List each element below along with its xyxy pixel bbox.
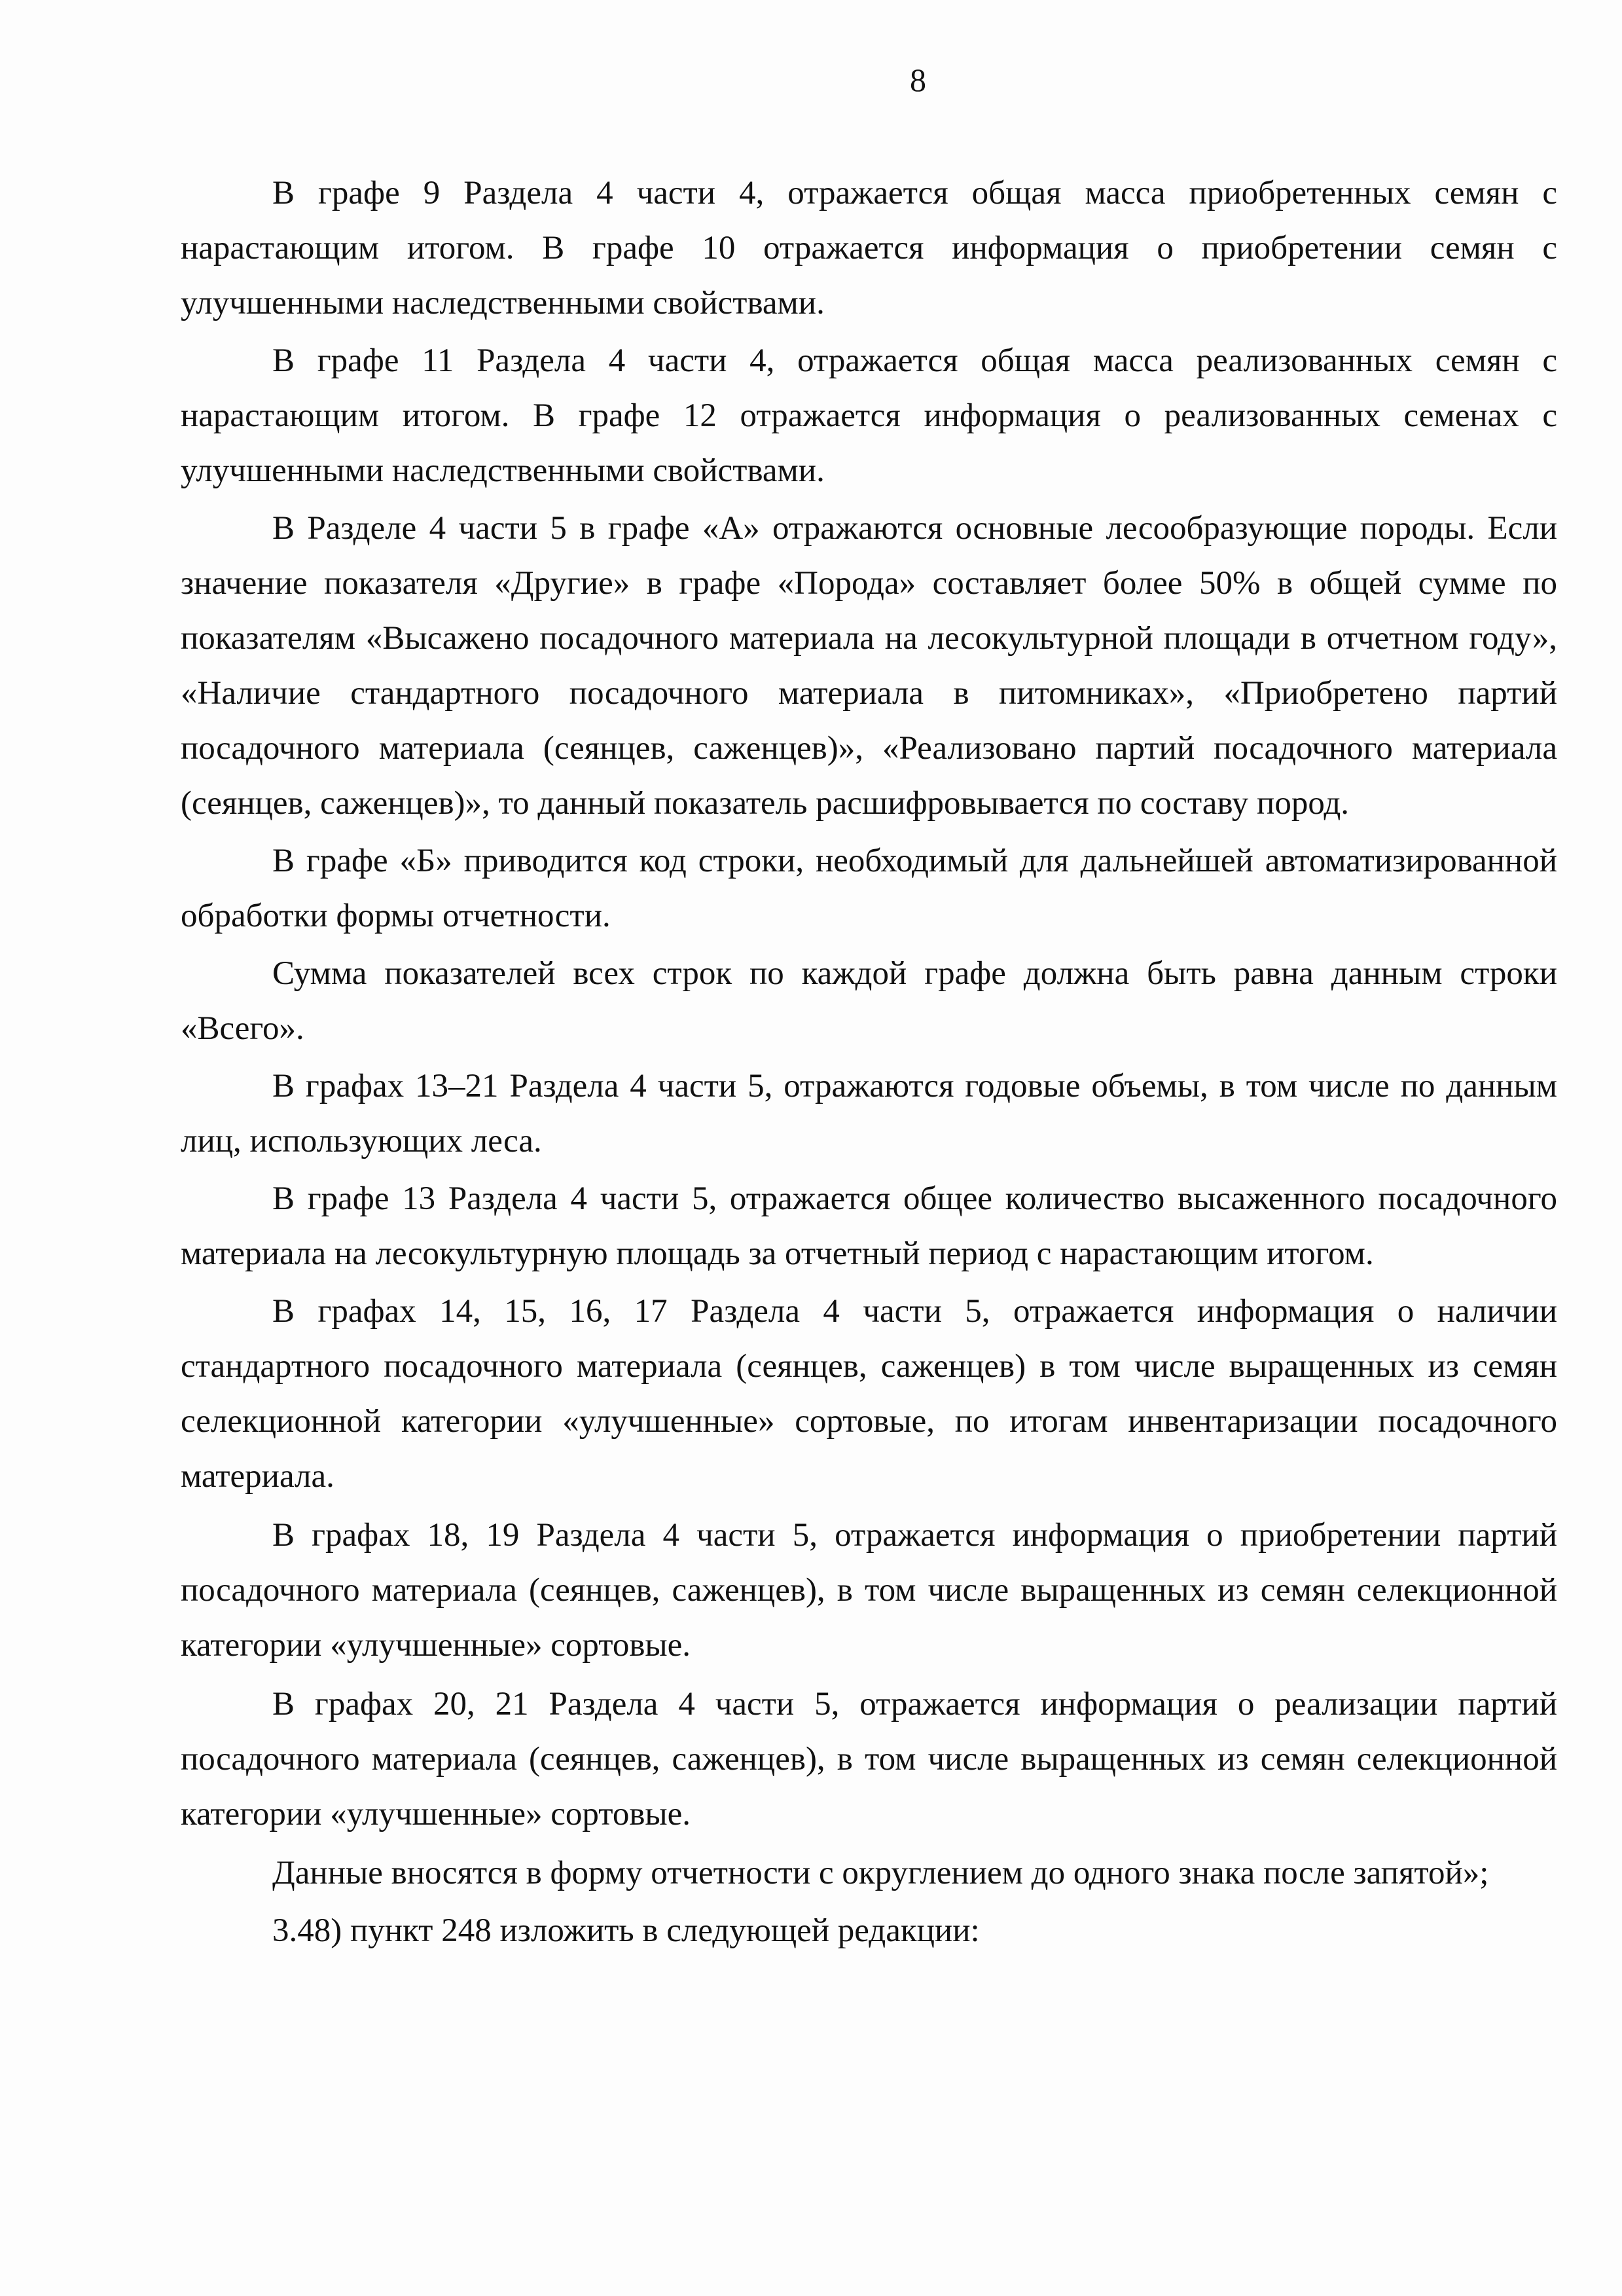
paragraph-graphs-14-17: В графах 14, 15, 16, 17 Раздела 4 части 5, отражается информация о наличии стандартного посадочного материала (сеянцев, саженцев) в том числе выращенных из семян селекционной категории «улучшенные» сортовые, по итогам инвентаризации посадочного материала. — [181, 1293, 1557, 1495]
paragraph-graphs-18-19: В графах 18, 19 Раздела 4 части 5, отражается информация о приобретении партий посадочного материала (сеянцев, саженцев), в том числе выращенных из семян селекционной категории «улучшенные» сортовые. — [181, 1517, 1557, 1664]
page-number: 8 — [910, 62, 926, 98]
paragraph-graph-13: В графе 13 Раздела 4 части 5, отражается общее количество высаженного посадочного материала на лесокультурную площадь за отчетный период с нарастающим итогом. — [181, 1180, 1557, 1272]
paragraph-section-4-part-5: В Разделе 4 части 5 в графе «А» отражаются основные лесообразующие породы. Если значение показателя «Другие» в графе «Порода» составляет более 50% в общей сумме по показателям «Высажено посадочного материала на лесокультурной площади в отчетном году», «Наличие стандартного посадочного материала в питомниках», «Приобретено партий посадочного материала (сеянцев, саженцев)», «Реализовано партий посадочного материала (сеянцев, саженцев)», то данный показатель расшифровывается по составу пород. — [181, 510, 1557, 822]
document-body — [181, 166, 1557, 1958]
paragraph-graph-b: В графе «Б» приводится код строки, необходимый для дальнейшей автоматизированной обработки формы отчетности. — [181, 843, 1557, 934]
paragraph-graph-11: В графе 11 Раздела 4 части 4, отражается общая масса реализованных семян с нарастающим итогом. В графе 12 отражается информация о реализованных семенах с улучшенными наследственными свойствами. — [181, 342, 1557, 489]
paragraph-sum-rule: Сумма показателей всех строк по каждой графе должна быть равна данным строки «Всего». — [181, 955, 1557, 1047]
paragraph-graphs-13-21: В графах 13–21 Раздела 4 части 5, отражаются годовые объемы, в том числе по данным лиц, использующих леса. — [181, 1068, 1557, 1159]
paragraph-graphs-20-21: В графах 20, 21 Раздела 4 части 5, отражается информация о реализации партий посадочного материала (сеянцев, саженцев), в том числе выращенных из семян селекционной категории «улучшенные» сортовые. — [181, 1686, 1557, 1832]
paragraph-rounding: Данные вносятся в форму отчетности с округлением до одного знака после запятой»; — [272, 1855, 1489, 1891]
paragraph-graph-9: В графе 9 Раздела 4 части 4, отражается общая масса приобретенных семян с нарастающим итогом. В графе 10 отражается информация о приобретении семян с улучшенными наследственными свойствами. — [181, 175, 1557, 321]
paragraph-item-3-48: 3.48) пункт 248 изложить в следующей редакции: — [272, 1912, 980, 1949]
